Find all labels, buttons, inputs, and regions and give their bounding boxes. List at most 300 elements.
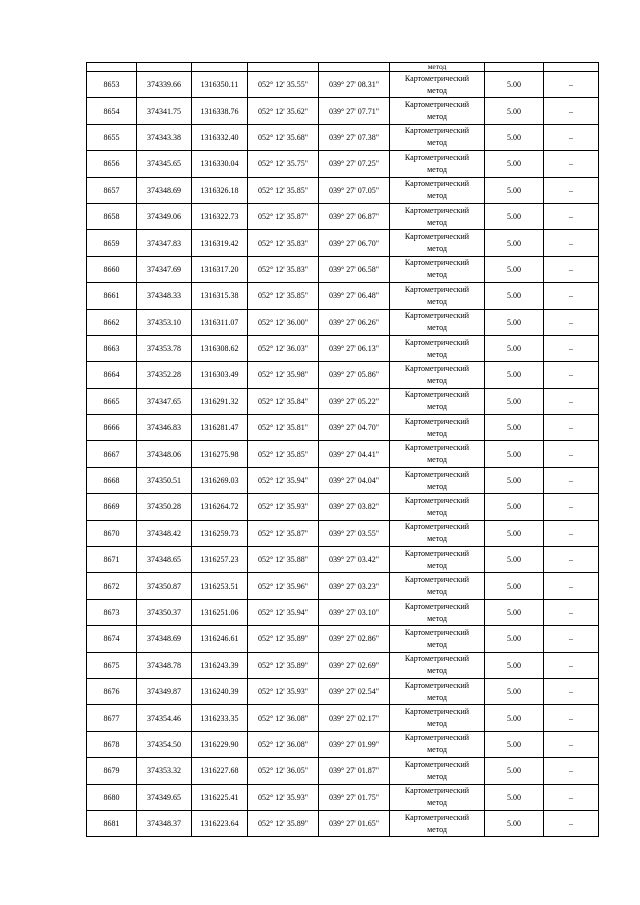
cell-note: – [544, 626, 599, 652]
cell-point [87, 63, 137, 72]
cell-x: 374348.65 [137, 547, 192, 573]
cell-lon: 039° 27' 06.48" [319, 283, 390, 309]
cell-point: 8673 [87, 599, 137, 625]
cell-lon: 039° 27' 03.42" [319, 547, 390, 573]
method-line-1: Картометрический [404, 337, 470, 347]
cell-accuracy: 5.00 [485, 520, 544, 546]
cell-x: 374354.50 [137, 731, 192, 757]
method-line-1: Картометрический [404, 126, 470, 136]
cell-point: 8659 [87, 230, 137, 256]
cell-lon: 039° 27' 02.54" [319, 678, 390, 704]
table-row [87, 467, 599, 493]
cell-lat: 052° 12' 36.00" [248, 309, 319, 335]
cell-x: 374348.33 [137, 283, 192, 309]
method-line-2: метод [427, 270, 447, 280]
cell-point: 8671 [87, 547, 137, 573]
cell-point: 8681 [87, 810, 137, 836]
method-line-2: метод [427, 217, 447, 227]
coordinates-table [86, 62, 599, 837]
cell-method [390, 98, 485, 124]
method-line-1: Картометрический [404, 680, 470, 690]
cell-lon: 039° 27' 06.58" [319, 256, 390, 282]
method-line-2: метод [427, 402, 447, 412]
cell-accuracy: 5.00 [485, 494, 544, 520]
cell-point: 8678 [87, 731, 137, 757]
method-line-1: Картометрический [404, 311, 470, 321]
cell-note: – [544, 256, 599, 282]
cell-x: 374348.69 [137, 177, 192, 203]
method-line-1: Картометрический [404, 548, 470, 558]
cell-point: 8661 [87, 283, 137, 309]
cell-method [390, 731, 485, 757]
cell-method [390, 72, 485, 98]
cell-y: 1316225.41 [192, 784, 248, 810]
table-row [87, 98, 599, 124]
cell-y: 1316317.20 [192, 256, 248, 282]
cell-y: 1316315.38 [192, 283, 248, 309]
cell-lon: 039° 27' 02.86" [319, 626, 390, 652]
cell-y: 1316259.73 [192, 520, 248, 546]
method-line-2: метод [427, 455, 447, 465]
cell-x: 374353.78 [137, 335, 192, 361]
table-row [87, 678, 599, 704]
cell-point: 8663 [87, 335, 137, 361]
cell-note: – [544, 652, 599, 678]
cell-y: 1316233.35 [192, 705, 248, 731]
method-line-1: Картометрический [404, 152, 470, 162]
cell-lat: 052° 12' 35.87" [248, 203, 319, 229]
cell-y: 1316303.49 [192, 362, 248, 388]
cell-x: 374350.37 [137, 599, 192, 625]
cell-lon: 039° 27' 07.25" [319, 151, 390, 177]
cell-note: – [544, 388, 599, 414]
cell-accuracy: 5.00 [485, 758, 544, 784]
cell-lon: 039° 27' 06.70" [319, 230, 390, 256]
cell-lat [248, 63, 319, 72]
table-row [87, 573, 599, 599]
cell-accuracy: 5.00 [485, 388, 544, 414]
cell-note: – [544, 335, 599, 361]
cell-lon: 039° 27' 01.65" [319, 810, 390, 836]
cell-note: – [544, 705, 599, 731]
cell-note: – [544, 124, 599, 150]
cell-lon: 039° 27' 03.23" [319, 573, 390, 599]
cell-method [390, 362, 485, 388]
cell-lon: 039° 27' 06.87" [319, 203, 390, 229]
cell-note [544, 63, 599, 72]
cell-note: – [544, 362, 599, 388]
table-row [87, 626, 599, 652]
cell-accuracy: 5.00 [485, 335, 544, 361]
cell-lon: 039° 27' 06.13" [319, 335, 390, 361]
cell-accuracy: 5.00 [485, 72, 544, 98]
cell-y: 1316281.47 [192, 415, 248, 441]
cell-x: 374353.10 [137, 309, 192, 335]
cell-lon: 039° 27' 04.04" [319, 467, 390, 493]
cell-x [137, 63, 192, 72]
method-line-1: Картометрический [404, 258, 470, 268]
table-row [87, 731, 599, 757]
cell-point: 8676 [87, 678, 137, 704]
method-line-2: метод [427, 296, 447, 306]
cell-y [192, 63, 248, 72]
cell-accuracy: 5.00 [485, 256, 544, 282]
method-line-2: метод [427, 138, 447, 148]
method-line-2: метод [427, 85, 447, 95]
cell-x: 374352.28 [137, 362, 192, 388]
cell-point: 8654 [87, 98, 137, 124]
cell-lat: 052° 12' 36.05" [248, 758, 319, 784]
cell-y: 1316308.62 [192, 335, 248, 361]
table-row [87, 388, 599, 414]
cell-lat: 052° 12' 35.85" [248, 441, 319, 467]
cell-lat: 052° 12' 35.68" [248, 124, 319, 150]
cell-note: – [544, 758, 599, 784]
method-line-2: метод [427, 666, 447, 676]
table-row [87, 72, 599, 98]
method-line-1: Картометрический [404, 575, 470, 585]
cell-y: 1316251.06 [192, 599, 248, 625]
method-line-1: Картометрический [404, 601, 470, 611]
cell-point: 8670 [87, 520, 137, 546]
table-row [87, 758, 599, 784]
cell-lat: 052° 12' 35.89" [248, 810, 319, 836]
cell-accuracy: 5.00 [485, 705, 544, 731]
cell-method [390, 388, 485, 414]
cell-x: 374341.75 [137, 98, 192, 124]
cell-method [390, 599, 485, 625]
cell-lat: 052° 12' 35.83" [248, 230, 319, 256]
cell-x: 374350.87 [137, 573, 192, 599]
cell-x: 374348.06 [137, 441, 192, 467]
cell-method [390, 810, 485, 836]
cell-method [390, 203, 485, 229]
cell-lat: 052° 12' 36.03" [248, 335, 319, 361]
method-line-2: метод [427, 639, 447, 649]
cell-lon: 039° 27' 06.26" [319, 309, 390, 335]
method-line-1: Картометрический [404, 100, 470, 110]
method-line-1: Картометрический [404, 707, 470, 717]
cell-y: 1316243.39 [192, 652, 248, 678]
cell-lat: 052° 12' 35.94" [248, 599, 319, 625]
cell-point: 8677 [87, 705, 137, 731]
method-line-2: метод [427, 164, 447, 174]
table-row [87, 494, 599, 520]
cell-point: 8656 [87, 151, 137, 177]
cell-lat: 052° 12' 35.96" [248, 573, 319, 599]
cell-accuracy: 5.00 [485, 678, 544, 704]
method-line-2: метод [427, 613, 447, 623]
cell-lat: 052° 12' 36.08" [248, 731, 319, 757]
cell-accuracy: 5.00 [485, 362, 544, 388]
cell-y: 1316275.98 [192, 441, 248, 467]
cell-note: – [544, 784, 599, 810]
table-row [87, 652, 599, 678]
cell-note: – [544, 573, 599, 599]
cell-lat: 052° 12' 35.85" [248, 283, 319, 309]
method-line-2: метод [427, 771, 447, 781]
cell-note: – [544, 731, 599, 757]
cell-lat: 052° 12' 35.85" [248, 177, 319, 203]
cell-method [390, 758, 485, 784]
method-line-2: метод [427, 824, 447, 834]
cell-method [390, 230, 485, 256]
table-row [87, 335, 599, 361]
cell-lon: 039° 27' 01.99" [319, 731, 390, 757]
cell-accuracy: 5.00 [485, 784, 544, 810]
cell-note: – [544, 441, 599, 467]
cell-method [390, 415, 485, 441]
cell-lon: 039° 27' 08.31" [319, 72, 390, 98]
method-line-2: метод [427, 428, 447, 438]
cell-lon: 039° 27' 04.41" [319, 441, 390, 467]
table-row [87, 705, 599, 731]
method-line-1: Картометрический [404, 759, 470, 769]
cell-lon: 039° 27' 07.38" [319, 124, 390, 150]
cell-y: 1316319.42 [192, 230, 248, 256]
cell-lon: 039° 27' 07.05" [319, 177, 390, 203]
cell-method [390, 177, 485, 203]
cell-accuracy: 5.00 [485, 467, 544, 493]
cell-lon: 039° 27' 03.55" [319, 520, 390, 546]
cell-method [390, 494, 485, 520]
cell-method [390, 335, 485, 361]
cell-lat: 052° 12' 35.81" [248, 415, 319, 441]
cell-lon: 039° 27' 02.17" [319, 705, 390, 731]
method-line-2: метод [427, 745, 447, 755]
cell-lat: 052° 12' 35.62" [248, 98, 319, 124]
method-line-1: Картометрический [404, 179, 470, 189]
method-line-2: метод [427, 507, 447, 517]
table-row [87, 441, 599, 467]
method-line-1: Картометрический [404, 363, 470, 373]
cell-note: – [544, 98, 599, 124]
cell-lat: 052° 12' 36.08" [248, 705, 319, 731]
cell-accuracy: 5.00 [485, 547, 544, 573]
cell-y: 1316229.90 [192, 731, 248, 757]
table-row [87, 177, 599, 203]
cell-accuracy: 5.00 [485, 626, 544, 652]
cell-lat: 052° 12' 35.89" [248, 652, 319, 678]
cell-point: 8666 [87, 415, 137, 441]
cell-point: 8679 [87, 758, 137, 784]
cell-note: – [544, 72, 599, 98]
cell-point: 8653 [87, 72, 137, 98]
table-row [87, 415, 599, 441]
cell-lat: 052° 12' 35.94" [248, 467, 319, 493]
cell-accuracy: 5.00 [485, 177, 544, 203]
cell-lat: 052° 12' 35.93" [248, 678, 319, 704]
method-line-2: метод [427, 798, 447, 808]
cell-method [390, 784, 485, 810]
cell-lon: 039° 27' 03.82" [319, 494, 390, 520]
cell-y: 1316338.76 [192, 98, 248, 124]
cell-accuracy: 5.00 [485, 599, 544, 625]
cell-y: 1316253.51 [192, 573, 248, 599]
cell-note: – [544, 678, 599, 704]
table-row [87, 256, 599, 282]
cell-accuracy: 5.00 [485, 283, 544, 309]
table-row [87, 124, 599, 150]
cell-x: 374348.69 [137, 626, 192, 652]
cell-accuracy: 5.00 [485, 810, 544, 836]
method-line-2: метод [427, 244, 447, 254]
cell-method [390, 547, 485, 573]
table-row [87, 230, 599, 256]
cell-y: 1316330.04 [192, 151, 248, 177]
cell-accuracy: 5.00 [485, 124, 544, 150]
cell-point: 8655 [87, 124, 137, 150]
method-line-1: Картометрический [404, 73, 470, 83]
cell-method [390, 124, 485, 150]
cell-y: 1316311.07 [192, 309, 248, 335]
method-line-1: Картометрический [404, 416, 470, 426]
cell-method [390, 652, 485, 678]
cell-point: 8662 [87, 309, 137, 335]
cell-x: 374345.65 [137, 151, 192, 177]
cell-accuracy: 5.00 [485, 203, 544, 229]
method-line-1: Картометрический [404, 443, 470, 453]
cell-y: 1316223.64 [192, 810, 248, 836]
cell-point: 8657 [87, 177, 137, 203]
cell-method [390, 626, 485, 652]
method-line-1: Картометрический [404, 733, 470, 743]
table-row [87, 203, 599, 229]
continued-row [87, 63, 599, 72]
cell-x: 374339.66 [137, 72, 192, 98]
cell-x: 374348.42 [137, 520, 192, 546]
cell-note: – [544, 520, 599, 546]
method-line-1: Картометрический [404, 627, 470, 637]
cell-accuracy: 5.00 [485, 98, 544, 124]
cell-point: 8658 [87, 203, 137, 229]
cell-method [390, 573, 485, 599]
cell-method: метод [390, 63, 485, 72]
method-line-1: Картометрический [404, 654, 470, 664]
cell-lat: 052° 12' 35.88" [248, 547, 319, 573]
cell-lat: 052° 12' 35.98" [248, 362, 319, 388]
cell-y: 1316322.73 [192, 203, 248, 229]
cell-x: 374349.87 [137, 678, 192, 704]
cell-lat: 052° 12' 35.84" [248, 388, 319, 414]
cell-x: 374350.51 [137, 467, 192, 493]
cell-accuracy: 5.00 [485, 573, 544, 599]
method-line-2: метод [427, 534, 447, 544]
table-row [87, 362, 599, 388]
method-line-2: метод [427, 560, 447, 570]
cell-lat: 052° 12' 35.93" [248, 784, 319, 810]
cell-y: 1316246.61 [192, 626, 248, 652]
method-line-1: Картометрический [404, 495, 470, 505]
method-line-1: Картометрический [404, 390, 470, 400]
cell-note: – [544, 151, 599, 177]
cell-lon [319, 63, 390, 72]
cell-y: 1316264.72 [192, 494, 248, 520]
cell-accuracy: 5.00 [485, 441, 544, 467]
cell-note: – [544, 283, 599, 309]
method-line-2: метод [427, 375, 447, 385]
cell-x: 374353.32 [137, 758, 192, 784]
table-row [87, 309, 599, 335]
cell-method [390, 309, 485, 335]
cell-note: – [544, 415, 599, 441]
method-line-2: метод [427, 191, 447, 201]
cell-method [390, 283, 485, 309]
cell-x: 374343.38 [137, 124, 192, 150]
cell-accuracy: 5.00 [485, 652, 544, 678]
cell-y: 1316269.03 [192, 467, 248, 493]
cell-point: 8665 [87, 388, 137, 414]
cell-method [390, 467, 485, 493]
cell-method [390, 678, 485, 704]
cell-lon: 039° 27' 01.87" [319, 758, 390, 784]
cell-method [390, 151, 485, 177]
cell-point: 8674 [87, 626, 137, 652]
cell-y: 1316240.39 [192, 678, 248, 704]
cell-accuracy [485, 63, 544, 72]
cell-point: 8660 [87, 256, 137, 282]
cell-x: 374347.83 [137, 230, 192, 256]
cell-note: – [544, 203, 599, 229]
cell-note: – [544, 230, 599, 256]
cell-lon: 039° 27' 05.22" [319, 388, 390, 414]
cell-y: 1316332.40 [192, 124, 248, 150]
cell-lon: 039° 27' 07.71" [319, 98, 390, 124]
cell-point: 8680 [87, 784, 137, 810]
cell-note: – [544, 467, 599, 493]
cell-lat: 052° 12' 35.75" [248, 151, 319, 177]
method-line-1: Картометрический [404, 786, 470, 796]
cell-x: 374348.37 [137, 810, 192, 836]
cell-lon: 039° 27' 01.75" [319, 784, 390, 810]
table-row [87, 283, 599, 309]
cell-method [390, 520, 485, 546]
cell-y: 1316326.18 [192, 177, 248, 203]
cell-point: 8675 [87, 652, 137, 678]
cell-method [390, 256, 485, 282]
method-line-2: метод [427, 719, 447, 729]
cell-accuracy: 5.00 [485, 415, 544, 441]
cell-method [390, 441, 485, 467]
table-row [87, 547, 599, 573]
cell-accuracy: 5.00 [485, 309, 544, 335]
table-row [87, 810, 599, 836]
cell-note: – [544, 494, 599, 520]
method-line-2: метод [427, 112, 447, 122]
table-row [87, 520, 599, 546]
cell-y: 1316227.68 [192, 758, 248, 784]
cell-lon: 039° 27' 02.69" [319, 652, 390, 678]
method-line-2: метод [427, 587, 447, 597]
cell-note: – [544, 599, 599, 625]
cell-lat: 052° 12' 35.87" [248, 520, 319, 546]
method-line-1: Картометрический [404, 205, 470, 215]
cell-point: 8664 [87, 362, 137, 388]
cell-accuracy: 5.00 [485, 731, 544, 757]
cell-x: 374349.06 [137, 203, 192, 229]
cell-lat: 052° 12' 35.83" [248, 256, 319, 282]
cell-note: – [544, 810, 599, 836]
cell-note: – [544, 547, 599, 573]
cell-method [390, 705, 485, 731]
cell-x: 374354.46 [137, 705, 192, 731]
cell-lon: 039° 27' 04.70" [319, 415, 390, 441]
cell-lat: 052° 12' 35.89" [248, 626, 319, 652]
method-line-1: Картометрический [404, 232, 470, 242]
table-row [87, 151, 599, 177]
cell-y: 1316291.32 [192, 388, 248, 414]
cell-x: 374348.78 [137, 652, 192, 678]
